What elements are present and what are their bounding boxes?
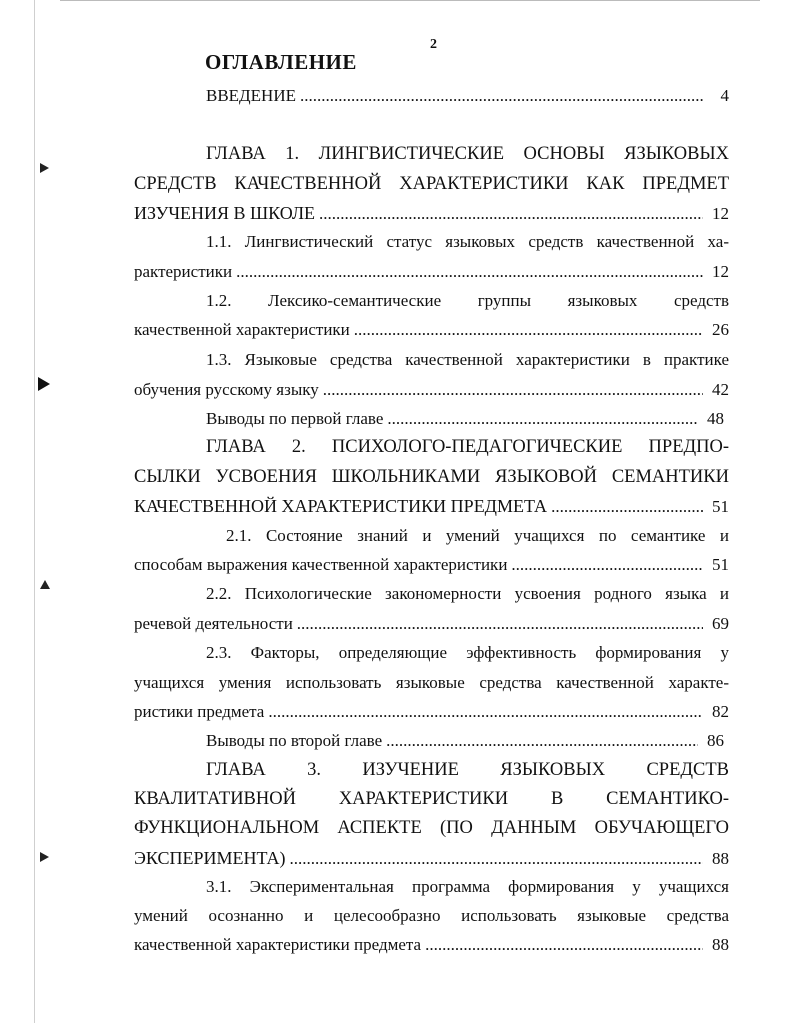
toc-page-number: 82 [712, 702, 729, 721]
toc-conclusions-2-entry[interactable] [134, 731, 724, 751]
toc-entry-label: качественной характеристики [134, 320, 350, 339]
toc-entry-label: ИЗУЧЕНИЯ В ШКОЛЕ [134, 203, 316, 223]
toc-entry-label: ВВЕДЕНИЕ [206, 86, 296, 105]
toc-chapter-3-line[interactable]: КВАЛИТАТИВНОЙ ХАРАКТЕРИСТИКИ В СЕМАНТИКО- [134, 789, 729, 809]
toc-section-3-1-entry[interactable] [134, 935, 729, 955]
toc-page-number: 69 [712, 614, 729, 633]
toc-chapter-2-entry[interactable] [134, 496, 729, 517]
toc-entry-label: качественной характеристики предмета [134, 935, 422, 954]
toc-page-number: 26 [712, 320, 729, 339]
toc-page-number: 88 [712, 849, 729, 868]
toc-page-number: 48 [707, 409, 724, 428]
toc-entry-label: способам выражения качественной характеристики [134, 555, 508, 574]
toc-leader-dots [297, 614, 703, 634]
toc-page-number: 42 [712, 380, 729, 399]
toc-section-1-2-entry[interactable] [134, 320, 729, 340]
toc-leader-dots [511, 555, 703, 575]
toc-section-1-2-line[interactable]: 1.2. Лексико-семантические группы языковых средств [206, 291, 729, 310]
toc-chapter-1-line[interactable]: ГЛАВА 1. ЛИНГВИСТИЧЕСКИЕ ОСНОВЫ ЯЗЫКОВЫХ [206, 144, 729, 164]
toc-entry-label: КАЧЕСТВЕННОЙ ХАРАКТЕРИСТИКИ ПРЕДМЕТА [134, 496, 548, 516]
binding-mark-icon [40, 580, 50, 589]
binding-mark-icon [38, 377, 50, 391]
toc-chapter-3-entry[interactable] [134, 848, 729, 869]
toc-title: ОГЛАВЛЕНИЕ [205, 50, 357, 74]
toc-chapter-3-line[interactable]: ФУНКЦИОНАЛЬНОМ АСПЕКТЕ (ПО ДАННЫМ ОБУЧАЮЩЕГО [134, 818, 729, 838]
toc-leader-dots [236, 262, 703, 282]
binding-mark-icon [40, 852, 49, 862]
toc-entry-label: речевой деятельности [134, 614, 293, 633]
toc-section-2-1-entry[interactable] [134, 555, 729, 575]
toc-section-2-3-line[interactable]: учащихся умения использовать языковые средства качественной характе- [134, 673, 729, 692]
toc-entry-label: рактеристики [134, 262, 233, 281]
toc-chapter-2-line[interactable]: СЫЛКИ УСВОЕНИЯ ШКОЛЬНИКАМИ ЯЗЫКОВОЙ СЕМАНТИКИ [134, 467, 729, 487]
scan-edge-left [34, 0, 35, 1023]
toc-chapter-3-line[interactable]: ГЛАВА 3. ИЗУЧЕНИЕ ЯЗЫКОВЫХ СРЕДСТВ [206, 760, 729, 780]
toc-entry-label: обучения русскому языку [134, 380, 319, 399]
toc-entry-label: Выводы по второй главе [206, 731, 383, 750]
toc-page-number: 12 [712, 262, 729, 281]
toc-page-number: 4 [720, 86, 729, 105]
toc-entry-label: ЭКСПЕРИМЕНТА) [134, 848, 286, 868]
toc-section-3-1-line[interactable]: 3.1. Экспериментальная программа формирования у учащихся [206, 877, 729, 896]
toc-chapter-1-line[interactable]: СРЕДСТВ КАЧЕСТВЕННОЙ ХАРАКТЕРИСТИКИ КАК ПРЕДМЕТ [134, 174, 729, 194]
toc-page-number: 51 [712, 497, 729, 516]
toc-chapter-2-line[interactable]: ГЛАВА 2. ПСИХОЛОГО-ПЕДАГОГИЧЕСКИЕ ПРЕДПО- [206, 437, 729, 457]
toc-leader-dots [290, 849, 703, 869]
toc-section-1-3-line[interactable]: 1.3. Языковые средства качественной характеристики в практике [206, 350, 729, 369]
toc-section-2-2-line[interactable]: 2.2. Психологические закономерности усвоения родного языка и [206, 584, 729, 603]
toc-leader-dots [387, 409, 698, 429]
toc-section-2-1-line[interactable]: 2.1. Состояние знаний и умений учащихся по семантике и [226, 526, 729, 545]
binding-mark-icon [40, 163, 49, 173]
toc-leader-dots [300, 86, 703, 106]
toc-section-1-1-entry[interactable] [134, 262, 729, 282]
toc-section-1-3-entry[interactable] [134, 380, 729, 400]
toc-page-number: 12 [712, 204, 729, 223]
toc-leader-dots [268, 702, 703, 722]
toc-leader-dots [425, 935, 703, 955]
toc-section-3-1-line[interactable]: умений осознанно и целесообразно использовать языковые средства [134, 906, 729, 925]
toc-section-2-3-line[interactable]: 2.3. Факторы, определяющие эффективность формирования у [206, 643, 729, 662]
toc-chapter-1-entry[interactable] [134, 203, 729, 224]
toc-entry-intro[interactable] [134, 86, 729, 106]
toc-page-number: 86 [707, 731, 724, 750]
toc-section-2-2-entry[interactable] [134, 614, 729, 634]
toc-page-number: 51 [712, 555, 729, 574]
toc-conclusions-1-entry[interactable] [134, 409, 724, 429]
toc-section-1-1-line[interactable]: 1.1. Лингвистический статус языковых средств качественной ха- [206, 232, 729, 251]
page-number: 2 [430, 37, 437, 52]
toc-entry-label: ристики предмета [134, 702, 265, 721]
toc-leader-dots [386, 731, 698, 751]
toc-leader-dots [319, 204, 703, 224]
toc-page-number: 88 [712, 935, 729, 954]
toc-leader-dots [551, 497, 703, 517]
toc-section-2-3-entry[interactable] [134, 702, 729, 722]
scan-edge-top [60, 0, 760, 1]
toc-leader-dots [323, 380, 703, 400]
toc-entry-label: Выводы по первой главе [206, 409, 384, 428]
toc-leader-dots [354, 320, 703, 340]
